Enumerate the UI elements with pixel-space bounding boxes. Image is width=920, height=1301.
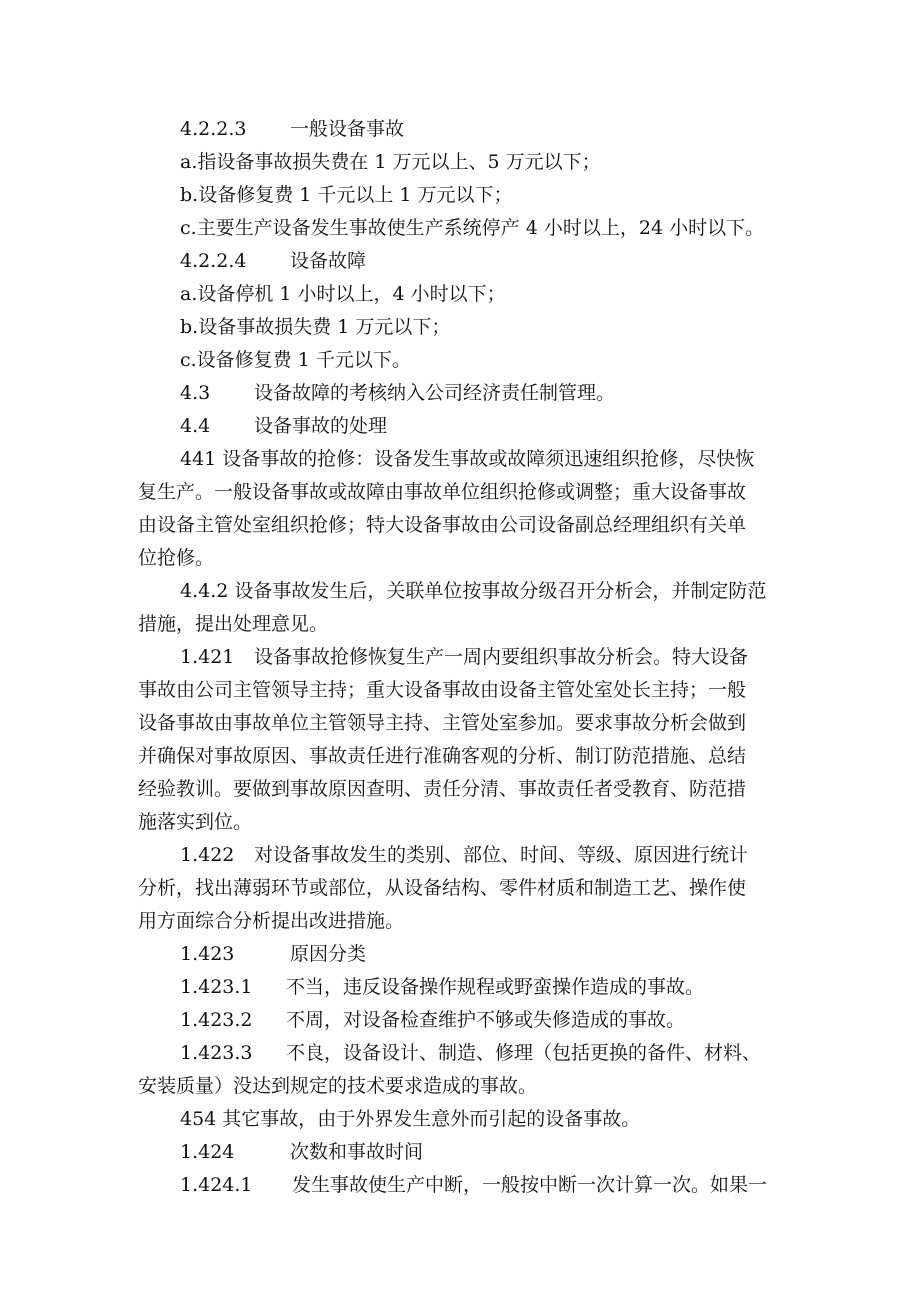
text-line: a.指设备事故损失费在 1 万元以上、5 万元以下； (180, 151, 601, 173)
text-line: c.设备修复费 1 千元以下。 (180, 349, 411, 371)
text-line: 设备事故由事故单位主管领导主持、主管处室参加。要求事故分析会做到 (138, 712, 747, 734)
text-line: 安装质量）没达到规定的技术要求造成的事故。 (138, 1075, 538, 1097)
section-number: 4.2.2.4 (180, 250, 247, 272)
section-number: 1.422 (180, 844, 235, 866)
heading-1-423 (180, 945, 366, 964)
text-line: 用方面综合分析提出改进措施。 (138, 910, 405, 932)
section-number: 1.423.1 (180, 976, 253, 998)
item-text: 不当，违反设备操作规程或野蛮操作造成的事故。 (286, 976, 705, 998)
text-line: 复生产。一般设备事故或故障由事故单位组织抢修或调整；重大设备事故 (138, 481, 747, 503)
item-1-423-3 (180, 1044, 761, 1063)
section-title: 设备事故的处理 (254, 415, 388, 437)
paragraph-1-422 (180, 846, 748, 865)
section-title: 原因分类 (290, 943, 367, 965)
text-line: 经验教训。要做到事故原因查明、责任分清、事故责任者受教育、防范措 (138, 778, 747, 800)
section-number: 1.423.3 (180, 1042, 253, 1064)
section-number: 1.423 (180, 943, 235, 965)
heading-4-2-2-3 (180, 120, 404, 139)
text-line: 分析，找出薄弱环节或部位，从设备结构、零件材质和制造工艺、操作使 (138, 877, 747, 899)
item-1-423-2 (180, 1011, 685, 1030)
item-text: 不周，对设备检查维护不够或失修造成的事故。 (286, 1009, 686, 1031)
paragraph-1-421 (180, 648, 748, 667)
text-line: c.主要生产设备发生事故使生产系统停产 4 小时以上，24 小时以下。 (180, 217, 765, 239)
text-line: a.设备停机 1 小时以上，4 小时以下； (180, 283, 506, 305)
heading-4-3 (180, 384, 615, 403)
text-line: 位抢修。 (138, 547, 215, 569)
section-number: 1.424 (180, 1141, 235, 1163)
section-number: 1.424.1 (180, 1174, 253, 1196)
heading-4-2-2-4 (180, 252, 366, 271)
text-line: 由设备主管处室组织抢修；特大设备事故由公司设备副总经理组织有关单 (138, 514, 747, 536)
text-line: 454 其它事故，由于外界发生意外而引起的设备事故。 (180, 1108, 641, 1130)
text-line: 事故由公司主管领导主持；重大设备事故由设备主管处室处长主持；一般 (138, 679, 747, 701)
section-title: 次数和事故时间 (290, 1141, 424, 1163)
text-line: 441 设备事故的抢修：设备发生事故或故障须迅速组织抢修，尽快恢 (180, 448, 755, 470)
text-line: 施落实到位。 (138, 811, 253, 833)
item-1-423-1 (180, 978, 704, 997)
text-line: 并确保对事故原因、事故责任进行准确客观的分析、制订防范措施、总结 (138, 745, 747, 767)
section-title: 设备故障 (290, 250, 367, 272)
text-line: 措施，提出处理意见。 (138, 613, 329, 635)
item-text: 发生事故使生产中断，一般按中断一次计算一次。如果一 (292, 1174, 768, 1196)
text-line: b.设备事故损失费 1 万元以下； (180, 316, 451, 338)
text-line: 4.4.2 设备事故发生后，关联单位按事故分级召开分析会，并制定防范 (180, 580, 767, 602)
section-number: 1.421 (180, 646, 235, 668)
section-title: 设备故障的考核纳入公司经济责任制管理。 (254, 382, 616, 404)
section-number: 4.2.2.3 (180, 118, 247, 140)
paragraph-text: 设备事故抢修恢复生产一周内要组织事故分析会。特大设备 (254, 646, 749, 668)
text-line: b.设备修复费 1 千元以上 1 万元以下； (180, 184, 513, 206)
heading-1-424 (180, 1143, 423, 1162)
section-number: 4.4 (180, 415, 211, 437)
item-text: 不良，设备设计、制造、修理（包括更换的备件、材料、 (286, 1042, 762, 1064)
section-title: 一般设备事故 (290, 118, 405, 140)
item-1-424-1 (180, 1176, 767, 1195)
section-number: 4.3 (180, 382, 211, 404)
section-number: 1.423.2 (180, 1009, 253, 1031)
paragraph-text: 对设备事故发生的类别、部位、时间、等级、原因进行统计 (254, 844, 749, 866)
heading-4-4 (180, 417, 387, 436)
